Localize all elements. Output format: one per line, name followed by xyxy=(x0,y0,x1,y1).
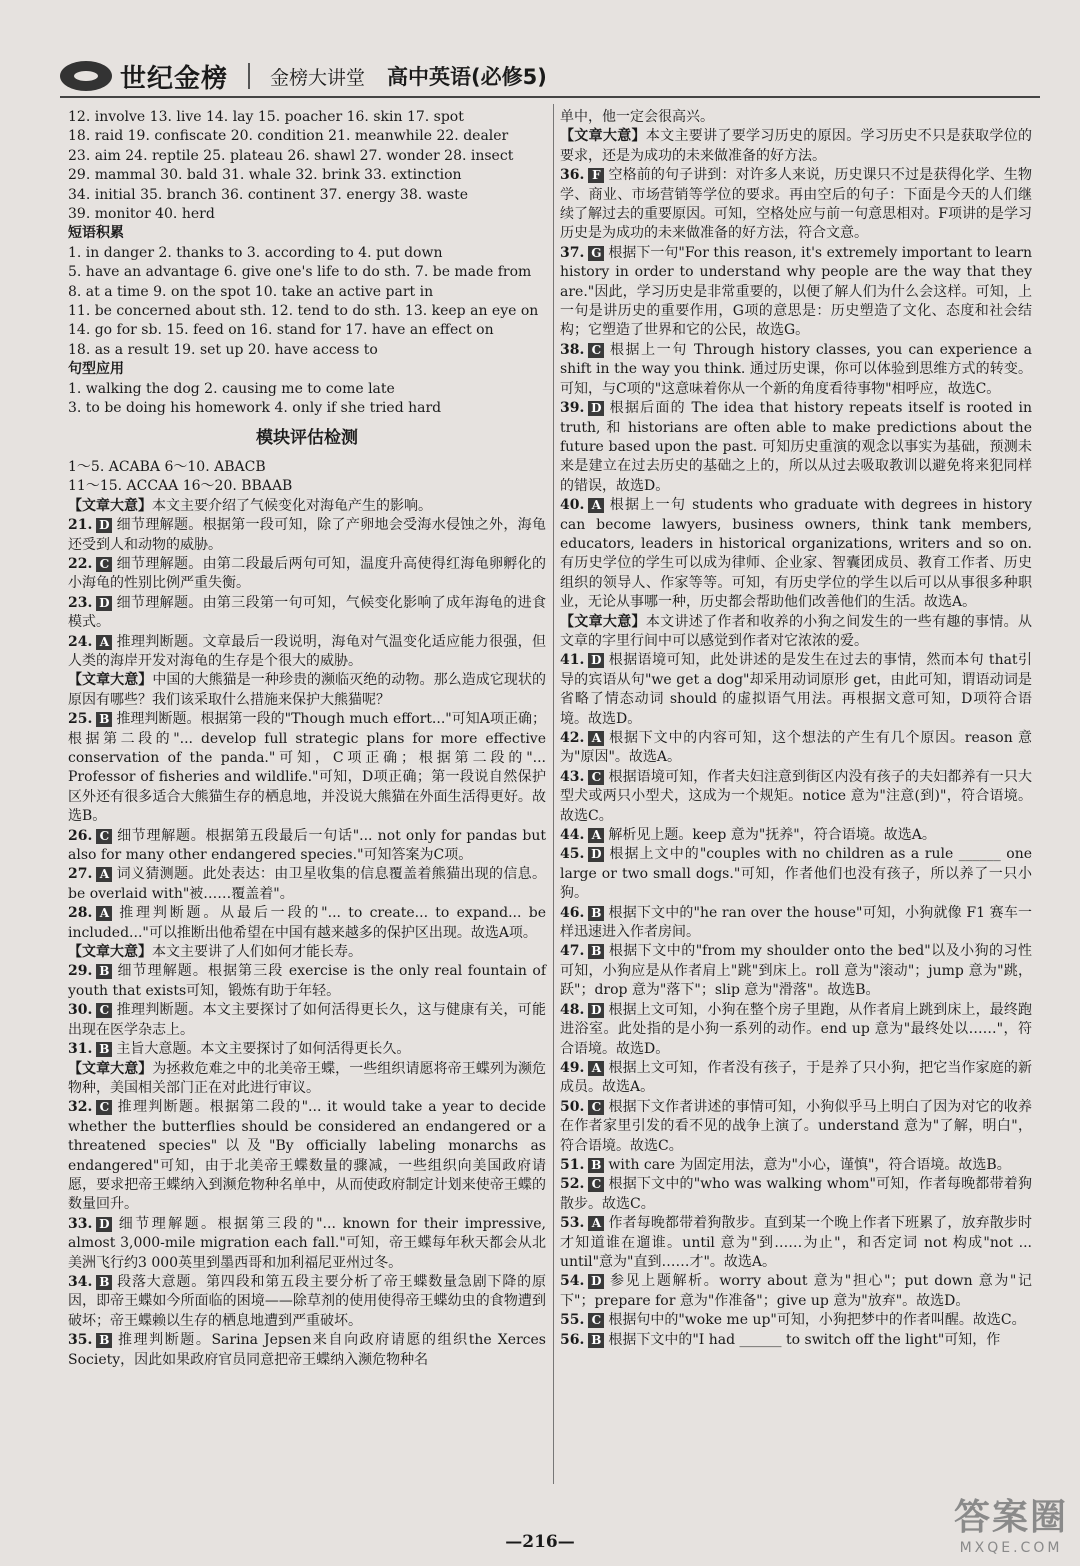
question-number: 23. xyxy=(68,594,93,611)
question-number: 25. xyxy=(68,711,93,728)
explanation-text: 本文主要讲了要学习历史的原因。学习历史不只是获取学位的要求，还是为成功的未来做准备的好方法。 xyxy=(560,128,1032,164)
sentence-list xyxy=(68,380,546,419)
question-number: 33. xyxy=(68,1215,93,1232)
question-number: 54. xyxy=(560,1273,585,1290)
question-number: 39. xyxy=(560,400,585,417)
explanation-text: 细节理解题。根据第一段可知，除了产卵地会受海水侵蚀之外，海龟还受到人和动物的威胁。 xyxy=(68,517,546,553)
summary-paragraph xyxy=(68,943,546,962)
phrase-line: 8. at a time 9. on the spot 10. take an active part in xyxy=(68,283,434,300)
answer-letter-badge: B xyxy=(96,1333,112,1348)
explanation-text: 解析见上题。keep 意为"抚养"，符合语境。故选A。 xyxy=(608,827,936,844)
explanation-text: 细节理解题。由第二段最后两句可知，温度升高使得红海龟卵孵化的小海龟的性别比例严重失衡。 xyxy=(68,555,546,592)
question-number: 51. xyxy=(560,1156,585,1173)
answer-line: 11～15. ACCAA 16～20. BBAAB xyxy=(68,478,293,495)
question-number: 56. xyxy=(560,1331,585,1348)
explanation-text: 根据句中的"woke me up"可知，小狗把梦中的作者叫醒。故选C。 xyxy=(608,1312,1026,1329)
explanation-item xyxy=(560,826,1032,845)
question-number: 29. xyxy=(68,963,93,980)
vocab-line: 34. initial 35. branch 36. continent 37. energy 38. waste xyxy=(68,186,469,203)
answer-letter-badge: D xyxy=(588,401,604,416)
explanation-item xyxy=(560,166,1032,244)
answer-letter-badge: C xyxy=(588,1313,604,1328)
vocab-line: 29. mammal 30. bald 31. whale 32. brink 33. extinction xyxy=(68,167,462,184)
explanation-text: 根据下文作者讲述的事情可知，小狗似乎马上明白了因为对它的收养在作者家里引发的看不见的战争上演了。understand 意为"了解，明白"，符合语境。故选C。 xyxy=(560,1098,1032,1154)
explanation-text: 根据下文中的"from my shoulder onto the bed"以及小狗的习性可知，小狗应是从作者肩上"跳"到床上。roll 意为"滚动"；jump 意为"跳，跃"；drop 意为"落下"；slip 意为"滑落"。故选B。 xyxy=(560,943,1032,999)
explanation-text: 根据下文中的"who was walking whom"可知，作者每晚都带着狗散步。故选C。 xyxy=(560,1176,1032,1212)
summary-tag: 【文章大意】 xyxy=(68,1060,153,1077)
explanation-text: 细节理解题。根据第三段 exercise is the only real fountain of youth that exists可知，锻炼有助于年轻。 xyxy=(68,963,546,999)
explanation-list xyxy=(560,108,1032,1350)
question-number: 45. xyxy=(560,846,585,863)
answer-letter-badge: C xyxy=(96,1003,112,1018)
explanation-text: 根据上一句 Through history classes, you can experience a shift in the way you think. 通过历史课，你可以体验到思维方式的转变。可知，与C项的"这意味着你从一个新的角度看待事物"相呼应，故选C。 xyxy=(560,341,1032,397)
explanation-text: 细节理解题。根据第五段最后一句话"... not only for pandas but also for many other endangered species."可知答案为C项。 xyxy=(68,827,546,864)
explanation-item xyxy=(560,1059,1032,1098)
answer-letter-badge: A xyxy=(588,498,604,513)
question-number: 48. xyxy=(560,1001,585,1018)
explanation-item xyxy=(560,904,1032,943)
question-number: 52. xyxy=(560,1176,585,1193)
answer-letter-badge: C xyxy=(588,1177,604,1192)
answer-letter-badge: A xyxy=(588,1061,604,1076)
vocab-line: 23. aim 24. reptile 25. plateau 26. shawl 27. wonder 28. insect xyxy=(68,147,514,164)
explanation-item xyxy=(68,516,546,555)
question-number: 35. xyxy=(68,1332,93,1349)
explanation-item xyxy=(68,1098,546,1214)
sentence-line: 1. walking the dog 2. causing me to come late xyxy=(68,380,395,397)
question-number: 36. xyxy=(560,167,585,184)
explanation-item xyxy=(560,1156,1032,1175)
vocab-line: 39. monitor 40. herd xyxy=(68,206,215,223)
vocab-list xyxy=(68,108,546,224)
question-number: 28. xyxy=(68,905,93,922)
summary-paragraph xyxy=(560,613,1032,652)
explanation-text: 本文主要讲了人们如何才能长寿。 xyxy=(152,944,362,961)
explanation-item xyxy=(68,1331,546,1370)
answer-key xyxy=(68,458,546,497)
answer-letter-badge: F xyxy=(588,168,604,183)
explanation-item xyxy=(68,594,546,633)
answer-letter-badge: A xyxy=(96,906,112,921)
explanation-item xyxy=(68,865,546,904)
question-number: 49. xyxy=(560,1059,585,1076)
explanation-text: 为拯救危难之中的北美帝王蝶，一些组织请愿将帝王蝶列为濒危物种，美国相关部门正在对此进行审议。 xyxy=(68,1060,547,1096)
explanation-item xyxy=(68,1001,546,1040)
phrase-list xyxy=(68,244,546,360)
series-title: 金榜大讲堂 xyxy=(270,66,366,89)
explanation-text: 细节理解题。由第三段第一句可知，气候变化影响了成年海龟的进食模式。 xyxy=(68,594,546,631)
answer-letter-badge: B xyxy=(96,1275,112,1290)
question-number: 44. xyxy=(560,827,585,844)
summary-tag: 【文章大意】 xyxy=(68,672,153,689)
question-number: 21. xyxy=(68,517,93,534)
question-number: 55. xyxy=(560,1312,585,1329)
explanation-list xyxy=(68,497,546,1370)
explanation-item xyxy=(560,496,1032,612)
summary-paragraph xyxy=(68,671,546,710)
phrase-line: 1. in danger 2. thanks to 3. according to 4. put down xyxy=(68,244,443,261)
question-number: 38. xyxy=(560,341,585,358)
question-number: 37. xyxy=(560,244,585,261)
answer-letter-badge: D xyxy=(588,1274,604,1289)
explanation-item xyxy=(68,962,546,1001)
question-number: 32. xyxy=(68,1099,93,1116)
explanation-text: 根据上一句 students who graduate with degrees in history can become lawyers, business owners, think tank members, educators, leaders in historical organizations, writers and so on. 有历史学位的学生可以成为律师、企业家、智囊团成员、教育工作者、历史组织的领导人、作家等等。可知，有历史学位的学生以后可以从事很多种职业，无论从事哪一种，历史都会帮助他们改善他们的生活。故选A。 xyxy=(560,497,1032,611)
question-number: 31. xyxy=(68,1041,93,1058)
explanation-item xyxy=(560,244,1032,341)
answer-letter-badge: A xyxy=(588,1216,604,1231)
explanation-text: 推理判断题。从最后一段的"... to create... to expand... be included..."可以推断出他希望在中国有越来越多的保护区出现。故选A项。 xyxy=(68,905,546,941)
explanation-item xyxy=(560,1098,1032,1156)
explanation-item xyxy=(68,827,546,866)
explanation-text: 根据上文可知，小狗在整个房子里跑，从作者肩上跳到床上，最终跑进浴室。此处指的是小狗一系列的动作。end up 意为"最终处以……"，符合语境。故选D。 xyxy=(560,1001,1032,1057)
summary-paragraph xyxy=(68,1060,546,1099)
vocab-line: 12. involve 13. live 14. lay 15. poacher 16. skin 17. spot xyxy=(68,109,464,125)
explanation-text: 推理判断题。根据第一段的"Though much effort..."可知A项正确；根据第二段的"... develop full strategic plans for more effective conservation of the panda."可知，C项正确；根据第二段的"... Professor of fisheries and wildlife."可知，D项正确；第一段说自然保护区外还有很多适合大熊猫生存的栖息地，并没说大熊猫在外面生活得更好。故选B。 xyxy=(68,711,546,825)
explanation-text: 根据上文中的"couples with no children as a rule ______ one large or two small dogs."可知，作者他们也没有孩子，所以养了一只小狗。 xyxy=(560,846,1032,902)
right-column xyxy=(560,108,1032,1350)
explanation-item xyxy=(68,904,546,943)
explanation-text: 根据上文可知，作者没有孩子，于是养了只小狗，把它当作家庭的新成员。故选A。 xyxy=(560,1059,1032,1096)
explanation-text: 作者每晚都带着狗散步。直到某一个晚上作者下班累了，放弃散步时才知道谁在遛谁。until 意为"到……为止"，和否定词 not 构成"not ... until"意为"直到……才"。故选A。 xyxy=(560,1215,1032,1270)
header-divider xyxy=(248,63,250,89)
question-number: 53. xyxy=(560,1215,585,1232)
question-number: 27. xyxy=(68,866,93,883)
watermark-url: MXQE.COM xyxy=(959,1540,1063,1556)
explanation-item xyxy=(560,1272,1032,1311)
left-column xyxy=(68,108,546,1370)
answer-letter-badge: B xyxy=(588,1333,604,1348)
brand-logo-icon xyxy=(60,61,112,91)
question-number: 50. xyxy=(560,1098,585,1115)
explanation-text: 单中，他一定会很高兴。 xyxy=(560,109,714,125)
explanation-item xyxy=(560,1001,1032,1059)
explanation-item xyxy=(68,633,546,672)
explanation-text: with care 为固定用法，意为"小心，谨慎"，符合语境。故选B。 xyxy=(608,1156,1011,1173)
question-number: 24. xyxy=(68,633,93,650)
summary-tag: 【文章大意】 xyxy=(68,944,152,961)
answer-letter-badge: A xyxy=(96,867,112,882)
column-divider xyxy=(553,104,554,1484)
explanation-item xyxy=(560,651,1032,729)
explanation-text: 本文讲述了作者和收养的小狗之间发生的一些有趣的事情。从文章的字里行间中可以感觉到作者对它浓浓的爱。 xyxy=(560,613,1032,649)
vocab-line: 18. raid 19. confiscate 20. condition 21. meanwhile 22. dealer xyxy=(68,128,509,145)
explanation-item xyxy=(560,942,1032,1000)
page-header xyxy=(60,56,1040,98)
answer-letter-badge: B xyxy=(588,906,604,921)
summary-tag: 【文章大意】 xyxy=(560,613,646,630)
answer-letter-badge: C xyxy=(588,770,604,785)
answer-letter-badge: C xyxy=(96,1100,112,1115)
explanation-text: 段落大意题。第四段和第五段主要分析了帝王蝶数量急剧下降的原因，即帝王蝶如今所面临的困境——除草剂的使用使得帝王蝶幼虫的食物遭到破坏；帝王蝶赖以生存的栖息地遭到严重破坏。 xyxy=(68,1273,546,1329)
answer-letter-badge: G xyxy=(588,246,604,261)
page-number: —216— xyxy=(505,1532,575,1552)
answer-letter-badge: A xyxy=(588,731,604,746)
phrase-line: 14. go for sb. 15. feed on 16. stand for 17. have an effect on xyxy=(68,322,494,339)
answer-letter-badge: D xyxy=(96,518,112,533)
explanation-item xyxy=(68,1215,546,1273)
explanation-text: 词义猜测题。此处表达：由卫星收集的信息覆盖着熊猫出现的信息。be overlaid with"被……覆盖着"。 xyxy=(68,866,546,902)
explanation-text: 推理判断题。本文主要探讨了如何活得更长久，这与健康有关，可能出现在医学杂志上。 xyxy=(68,1002,546,1038)
explanation-text: 根据下文中的"I had ______ to switch off the light"可知，作 xyxy=(608,1331,1001,1348)
phrase-line: 18. as a result 19. set up 20. have access to xyxy=(68,341,378,358)
explanation-text: 根据语境可知，此处讲述的是发生在过去的事情，然而本句 that引导的宾语从句"we get a dog"却采用动词原形 get，由此可知，谓语动词是省略了情态动词 should 的虚拟语气用法。再根据文意可知，D项符合语境。故选D。 xyxy=(560,652,1032,727)
question-number: 22. xyxy=(68,555,93,572)
summary-paragraph xyxy=(560,127,1032,166)
explanation-text: 推理判断题。根据第二段的"... it would take a year to decide whether the butterflies should be considered an endangered or a threatened species"以及"By officially labeling monarchs as endangered"可知，由于北美帝王蝶数量的骤减，一些组织向美国政府请愿，要求把帝王蝶纳入到濒危物种名单中，从而使政府制定计划来使帝王蝶的数量回升。 xyxy=(68,1099,546,1213)
explanation-item xyxy=(68,555,546,594)
phrase-line: 5. have an advantage 6. give one's life to do sth. 7. be made from xyxy=(68,264,532,281)
answer-letter-badge: C xyxy=(96,829,112,844)
explanation-text: 根据下文中的"he ran over the house"可知，小狗就像 F1 赛车一样迅速进入作者房间。 xyxy=(560,904,1032,941)
answer-letter-badge: B xyxy=(96,964,112,979)
answer-letter-badge: B xyxy=(96,712,112,727)
question-number: 30. xyxy=(68,1002,93,1019)
explanation-text: 推理判断题。文章最后一段说明，海龟对气温变化适应能力很强，但人类的海岸开发对海龟的生存是个很大的威胁。 xyxy=(68,633,546,669)
explanation-item xyxy=(560,399,1032,496)
answer-letter-badge: D xyxy=(588,1003,604,1018)
question-number: 46. xyxy=(560,904,585,921)
continuation-text xyxy=(560,108,1032,127)
answer-letter-badge: A xyxy=(96,635,112,650)
summary-tag: 【文章大意】 xyxy=(68,497,152,514)
explanation-text: 空格前的句子讲到：对许多人来说，历史课只不过是获得化学、生物学、商业、市场营销等学位的要求。再由空后的句子：下面是今天的人们继续了解过去的重要原因。可知，空格处应与前一句意思相对。F项讲的是学习历史是为成功的未来做准备的好方法，符合文意。 xyxy=(560,167,1032,242)
explanation-item xyxy=(560,1175,1032,1214)
course-title: 高中英语(必修5) xyxy=(387,65,547,89)
answer-letter-badge: D xyxy=(588,653,604,668)
question-number: 43. xyxy=(560,768,585,785)
sentence-line: 3. to be doing his homework 4. only if she tried hard xyxy=(68,400,442,417)
question-number: 26. xyxy=(68,827,93,844)
watermark xyxy=(954,1489,1068,1556)
answer-letter-badge: A xyxy=(588,828,604,843)
question-number: 47. xyxy=(560,943,585,960)
summary-paragraph xyxy=(68,497,546,516)
phrase-line: 11. be concerned about sth. 12. tend to do sth. 13. keep an eye on xyxy=(68,303,539,320)
answer-letter-badge: D xyxy=(96,1217,112,1232)
explanation-text: 细节理解题。根据第三段的"... known for their impressive, almost 3,000-mile migration each fall."可知，帝王蝶每年秋天都会从北美洲飞行约3 000英里到墨西哥和加利福尼亚州过冬。 xyxy=(68,1215,546,1271)
question-number: 34. xyxy=(68,1273,93,1290)
explanation-text: 根据下文中的内容可知，这个想法的产生有几个原因。reason 意为"原因"。故选A。 xyxy=(560,730,1032,766)
explanation-item xyxy=(560,729,1032,768)
brand-title: 世纪金榜 xyxy=(120,63,229,94)
phrase-heading: 短语积累 xyxy=(68,225,124,242)
answer-letter-badge: B xyxy=(588,944,604,959)
explanation-item xyxy=(560,1214,1032,1272)
explanation-item xyxy=(560,1311,1032,1330)
answer-letter-badge: B xyxy=(96,1042,112,1057)
explanation-item xyxy=(560,768,1032,826)
answer-letter-badge: B xyxy=(588,1158,604,1173)
explanation-text: 主旨大意题。本文主要探讨了如何活得更长久。 xyxy=(116,1041,411,1058)
explanation-text: 根据语境可知，作者夫妇注意到街区内没有孩子的夫妇都养有一只大型犬或两只小型犬，这成为一个规矩。notice 意为"注意(到)"，符合语境。故选C。 xyxy=(560,768,1032,824)
answer-line: 1～5. ACABA 6～10. ABACB xyxy=(68,458,266,475)
answer-letter-badge: D xyxy=(588,847,604,862)
answer-letter-badge: D xyxy=(96,596,112,611)
explanation-item xyxy=(560,341,1032,399)
explanation-text: 参见上题解析。worry about 意为"担心"；put down 意为"记下"；prepare for 意为"作准备"；give up 意为"放弃"。故选D。 xyxy=(560,1273,1032,1309)
explanation-item xyxy=(68,1273,546,1331)
watermark-title: 答案圈 xyxy=(953,1497,1068,1538)
question-number: 40. xyxy=(560,497,585,514)
question-number: 42. xyxy=(560,730,585,746)
explanation-text: 根据后面的 The idea that history repeats itself is rooted in truth, 和 historians are often able to make predictions about the future based upon the past. 可知历史重演的观念以事实为基础，预测未来是建立在过去历史的基础之上的，所以从过去吸取教训以避免将来犯同样的错误，故选D。 xyxy=(560,400,1032,494)
explanation-item xyxy=(68,1040,546,1059)
summary-tag: 【文章大意】 xyxy=(560,128,646,145)
answer-letter-badge: C xyxy=(588,1100,604,1115)
answer-letter-badge: C xyxy=(588,343,604,358)
answer-letter-badge: C xyxy=(96,557,112,572)
sentence-heading: 句型应用 xyxy=(68,361,124,378)
explanation-item xyxy=(560,1331,1032,1350)
question-number: 41. xyxy=(560,652,585,669)
explanation-text: 根据下一句"For this reason, it's extremely important to learn history in order to understand why people are the way that they are."因此，学习历史是非常重要的，以便了解人们为什么会这样。可知，上一句是讲历史的重要作用，G项的意思是：历史塑造了文化、态度和社会结构；它塑造了世界和它的公民，故选G。 xyxy=(560,244,1032,339)
explanation-text: 推理判断题。Sarina Jepsen来自向政府请愿的组织the Xerces Society，因此如果政府官员同意把帝王蝶纳入濒危物种名 xyxy=(68,1332,546,1368)
explanation-text: 中国的大熊猫是一种珍贵的濒临灭绝的动物。那么造成它现状的原因有哪些？我们该采取什么措施来保护大熊猫呢？ xyxy=(68,672,547,708)
explanation-item xyxy=(560,845,1032,903)
section-title: 模块评估检测 xyxy=(256,427,358,448)
explanation-text: 本文主要介绍了气候变化对海龟产生的影响。 xyxy=(152,497,432,514)
explanation-item xyxy=(68,710,546,826)
